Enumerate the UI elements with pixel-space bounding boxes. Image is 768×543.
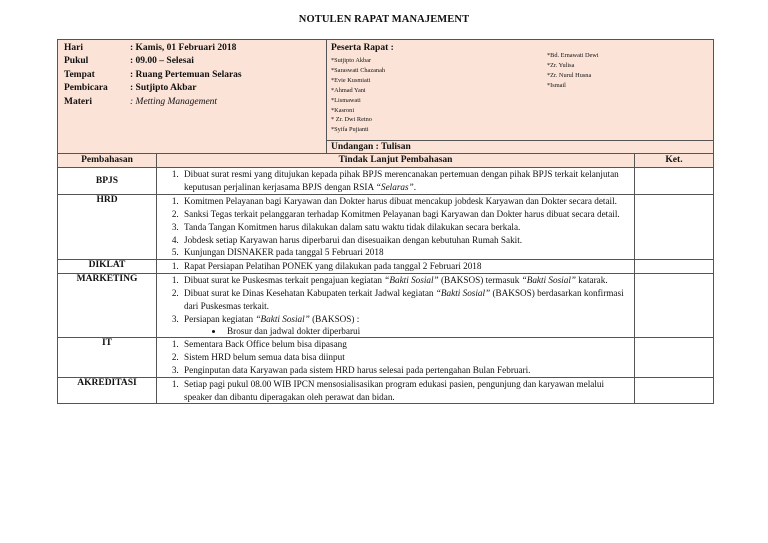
- meeting-info: [58, 40, 327, 154]
- info-row: [64, 42, 320, 55]
- info-value: : 09.00 – Selesai: [130, 56, 194, 67]
- action-item: 5. Kunjungan DISNAKER pada tanggal 5 Februari 2018: [181, 246, 634, 259]
- action-list: [157, 274, 634, 337]
- participant-name: *Zr. Yulisa: [547, 61, 575, 69]
- participants-col-2: [547, 51, 599, 135]
- topic-it: IT: [58, 337, 157, 377]
- table-row: [58, 260, 714, 274]
- ket-cell: [635, 260, 714, 274]
- info-label: Tempat: [64, 69, 95, 80]
- participant-name: *Zr. Nurul Husna: [547, 71, 592, 79]
- action-item: 2. Sistem HRD belum semua data bisa diinput: [181, 351, 634, 364]
- action-item: 4. Jobdesk setiap Karyawan harus diperbarui dan disesuaikan dengan kebutuhan Rumah Sakit.: [181, 234, 634, 247]
- sub-list: [184, 326, 634, 337]
- participants-col-1: [331, 56, 547, 135]
- info-value: : Ruang Pertemuan Selaras: [130, 69, 242, 80]
- ket-cell: [635, 274, 714, 338]
- topic-akreditasi: AKREDITASI: [58, 377, 157, 404]
- participant-name: *Syifa Pujianti: [331, 126, 369, 134]
- table-row: [58, 337, 714, 377]
- participant-name: *Ahmad Yani: [331, 86, 366, 94]
- info-row: [64, 82, 320, 95]
- action-list: [157, 378, 634, 404]
- topic-bpjs: BPJS: [58, 168, 157, 195]
- action-items-cell: [157, 274, 635, 338]
- info-value: : Metting Management: [130, 96, 218, 107]
- info-label: Pembicara: [64, 83, 108, 94]
- col-header-pembahasan: Pembahasan: [58, 154, 157, 168]
- info-label: Materi: [64, 96, 92, 107]
- action-item: 2. Sanksi Tegas terkait pelanggaran terhadap Komitmen Pelayanan bagi Karyawan dan Dokter harus dibuat secara detail.: [181, 208, 634, 221]
- action-item: 3. Tanda Tangan Komitmen harus dilakukan dalam satu waktu tidak dilakukan secara berkala.: [181, 221, 634, 234]
- header-row: [58, 40, 714, 141]
- action-list: [157, 195, 634, 260]
- info-row: [64, 69, 320, 82]
- topic-hrd: HRD: [58, 194, 157, 260]
- action-item: 3. Penginputan data Karyawan pada sistem HRD harus selesai pada pertengahan Bulan Februari.: [181, 364, 634, 377]
- topic-marketing: MARKETING: [58, 274, 157, 338]
- col-header-ket: Ket.: [635, 154, 714, 168]
- action-item: 1. Dibuat surat resmi yang ditujukan kepada pihak BPJS merencanakan pertemuan dengan pihak BPJS terkait kelanjutan keputusan perjalinan kerjasama BPJS dengan RSIA “Selaras”.: [181, 168, 634, 194]
- info-value: : Kamis, 01 Februari 2018: [130, 43, 237, 53]
- action-item: 2. Dibuat surat ke Dinas Kesehatan Kabupaten terkait Jadwal kegiatan “Bakti Sosial” (BAKSOS) berdasarkan konfirmasi dari Puskesmas terkait.: [181, 287, 634, 313]
- table-row: [58, 377, 714, 404]
- topic-diklat: DIKLAT: [58, 260, 157, 274]
- participants-title: Peserta Rapat :: [331, 43, 394, 53]
- table-row: [58, 168, 714, 195]
- action-list: [157, 338, 634, 377]
- action-list: [157, 260, 634, 273]
- info-value: : Sutjipto Akbar: [130, 83, 197, 94]
- participant-name: *Evie Kusmiati: [331, 76, 371, 84]
- sub-item: • Brosur dan jadwal dokter diperbarui: [224, 326, 634, 337]
- participant-name: *Ismail: [547, 81, 566, 89]
- action-item: 1. Dibuat surat ke Puskesmas terkait pengajuan kegiatan “Bakti Sosial” (BAKSOS) termasuk “Bakti Sosial” katarak.: [181, 274, 634, 287]
- ket-cell: [635, 377, 714, 404]
- action-item: 1. Komitmen Pelayanan bagi Karyawan dan Dokter harus dibuat mencakup jobdesk Karyawan dan Dokter secara detail.: [181, 195, 634, 208]
- table-row: [58, 274, 714, 338]
- action-items-cell: [157, 337, 635, 377]
- action-items-cell: [157, 168, 635, 195]
- action-item: 1. Sementara Back Office belum bisa dipasang: [181, 338, 634, 351]
- document-title: NOTULEN RAPAT MANAJEMENT: [298, 14, 470, 25]
- participant-name: *Bd. Ernawati Dewi: [547, 52, 599, 59]
- ket-cell: [635, 168, 714, 195]
- action-items-cell: [157, 260, 635, 274]
- action-item: 1. Rapat Persiapan Pelatihan PONEK yang dilakukan pada tanggal 2 Februari 2018: [181, 260, 634, 273]
- participant-name: *Kasroni: [331, 106, 355, 114]
- participants-section: [327, 40, 714, 141]
- participant-name: * Zr. Dwi Retno: [331, 116, 372, 124]
- column-header-row: [58, 154, 714, 168]
- action-items-cell: [157, 194, 635, 260]
- info-label: Hari: [64, 43, 83, 53]
- participant-name: *Lismawati: [331, 96, 361, 104]
- action-item: 1. Setiap pagi pukul 08.00 WIB IPCN mensosialisasikan program edukasi pasien, pengunjung dan karyawan melalui speaker dan dibantu diperagakan oleh perawat dan bidan.: [181, 378, 634, 404]
- action-list: [157, 168, 634, 194]
- participant-name: *Sutjipto Akbar: [331, 57, 372, 64]
- info-label: Pukul: [64, 56, 89, 67]
- invitation-type: Undangan : Tulisan: [327, 141, 714, 154]
- info-row: [64, 96, 320, 109]
- ket-cell: [635, 194, 714, 260]
- action-item: 3. Persiapan kegiatan “Bakti Sosial” (BAKSOS) : • Brosur dan jadwal dokter diperbarui: [181, 313, 634, 337]
- minutes-table: [57, 39, 714, 404]
- table-row: [58, 194, 714, 260]
- col-header-tindak-lanjut: Tindak Lanjut Pembahasan: [157, 154, 635, 168]
- ket-cell: [635, 337, 714, 377]
- participant-name: *Saraswati Chazanah: [331, 66, 386, 74]
- info-row: [64, 55, 320, 68]
- action-items-cell: [157, 377, 635, 404]
